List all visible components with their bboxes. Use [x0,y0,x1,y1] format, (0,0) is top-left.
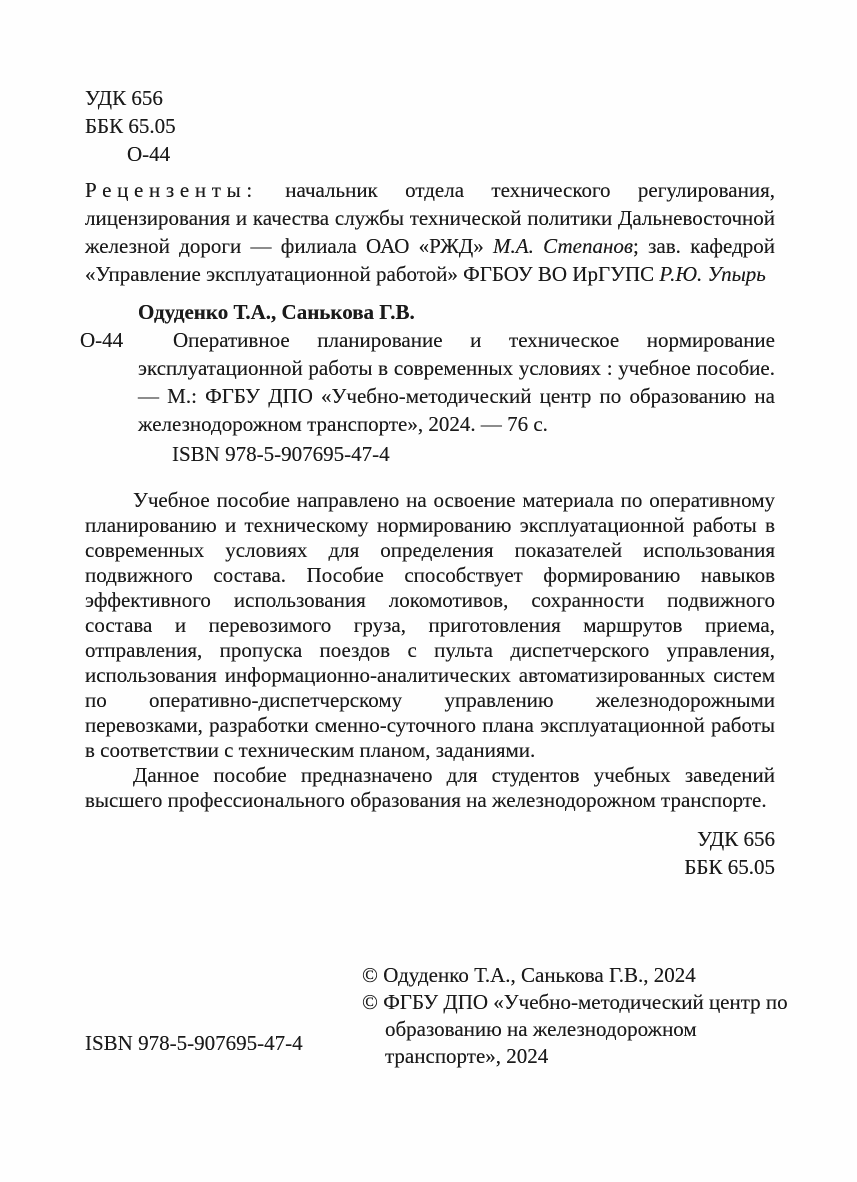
copyright-authors-line [362,962,800,989]
reviewers-text-2: ; зав. кафедрой «Управление эксплуатационной работой» ФГБОУ ВО ИрГУПС [85,234,775,286]
copyright-block [362,962,800,1070]
isbn-line: ISBN 978-5-907695-47-4 [172,442,390,466]
bbk-code-bottom: ББК 65.05 [684,855,775,879]
annotation-paragraph-1: Учебное пособие направлено на освоение материала по оперативному планированию и техническому нормированию эксплуатационной работы в современных условиях для определения показателей использования подвижного состава. Пособие способствует формированию навыков эффективного использования локомотивов, сохранности подвижного состава и перевозимого груза, приготовления маршрутов приема, отправления, пропуска поездов с пульта диспетчерского управления, использования информационно-аналитических автоматизированных систем по оперативно-диспетчерскому управлению железнодорожными перевозками, разработки сменно-суточного плана эксплуатационной работы в соответствии с техническим планом, заданиями. [85,488,775,762]
copyright-icon: © [362,963,378,987]
reviewers-text-1: начальник отдела технического регулирования, лицензирования и качества службы технической политики Дальневосточной железной дороги — филиала ОАО «РЖД» [85,178,775,258]
catalog-body [80,326,775,438]
authors-line: Одуденко Т.А., Санькова Г.В. [138,300,415,324]
annotation-paragraph-2: Данное пособие предназначено для студентов учебных заведений высшего профессионального образования на железнодорожном транспорте. [85,763,775,812]
author-sign-top: О-44 [127,142,171,166]
reviewer-name-2: Р.Ю. Упырь [659,262,766,286]
reviewers-paragraph [85,176,775,288]
catalog-sign: О-44 [80,328,124,352]
reviewers-label: Рецензенты: [85,178,258,202]
copyright-authors-text: Одуденко Т.А., Санькова Г.В., 2024 [383,963,696,987]
catalog-entry [80,298,775,468]
classification-codes-bottom [85,825,775,881]
page-content [80,84,775,881]
annotation-block [85,488,775,813]
bibliographic-description: Оперативное планирование и техническое нормирование эксплуатационной работы в современных условиях : учебное пособие. — М.: ФГБУ ДПО «Учебно-методический центр по образованию на железнодорожном транспорте», 2024. — 76 с. [138,328,775,436]
udk-code-bottom: УДК 656 [697,827,775,851]
classification-codes-top [85,84,775,168]
isbn-bottom: ISBN 978-5-907695-47-4 [85,1031,303,1055]
bbk-code-top: ББК 65.05 [85,114,176,138]
udk-code-top: УДК 656 [85,86,163,110]
reviewer-name-1: М.А. Степанов [493,234,633,258]
copyright-publisher-line [362,989,800,1070]
copyright-publisher-text: ФГБУ ДПО «Учебно-методический центр по образованию на железнодорожном транспорте», 2024 [383,990,788,1068]
copyright-icon: © [362,990,378,1014]
